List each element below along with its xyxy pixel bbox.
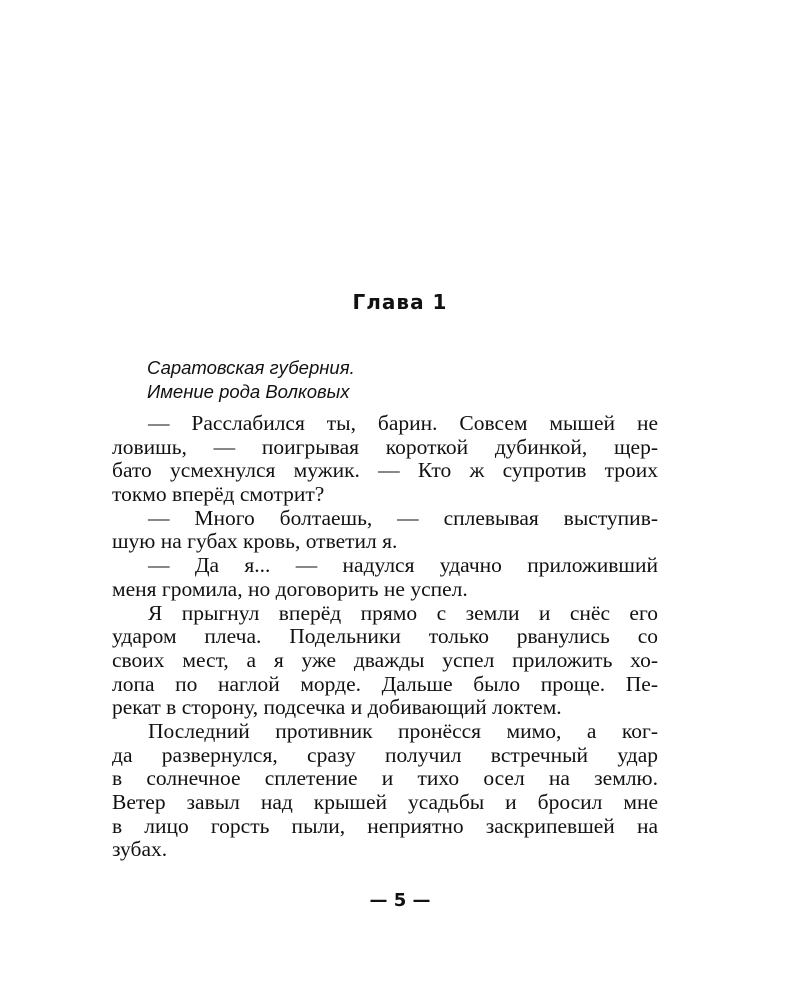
text-line: своих мест, а я уже дважды успел приложить хо-	[112, 647, 658, 672]
location-line-2: Имение рода Волковых	[147, 381, 350, 402]
page-number: — 5 —	[369, 890, 431, 911]
text-line: шую на губах кровь, ответил я.	[112, 529, 398, 554]
text-line: зубах.	[112, 837, 168, 862]
text-line: лопа по наглой морде. Дальше было проще. Пе-	[112, 671, 658, 696]
text-line: Последний противник пронёсся мимо, а ког-	[148, 718, 658, 743]
text-line: рекат в сторону, подсечка и добивающий локтем.	[112, 695, 562, 720]
text-line: в лицо горсть пыли, неприятно заскрипевшей на	[112, 813, 658, 838]
text-line: токмо вперёд смотрит?	[112, 482, 325, 507]
text-line: Ветер завыл над крышей усадьбы и бросил мне	[112, 790, 658, 814]
text-line: ударом плеча. Подельники только рванулись со	[112, 624, 658, 649]
text-line: бато усмехнулся мужик. — Кто ж супротив троих	[112, 458, 658, 483]
body-text	[112, 412, 658, 862]
text-line: — Много болтаешь, — сплевывая выступив-	[148, 505, 658, 530]
location-heading	[147, 356, 355, 404]
text-line: — Да я... — надулся удачно приложивший	[148, 553, 658, 578]
text-line: да развернулся, сразу получил встречный удар	[112, 742, 658, 767]
text-line: Я прыгнул вперёд прямо с земли и снёс его	[148, 600, 658, 625]
location-line-1: Саратовская губерния.	[147, 357, 355, 378]
text-line: ловишь, — поигрывая короткой дубинкой, щер-	[112, 434, 658, 459]
text-line: — Расслабился ты, барин. Совсем мышей не	[148, 411, 658, 435]
text-line: меня громила, но договорить не успел.	[112, 576, 468, 601]
chapter-title: Глава 1	[352, 290, 448, 314]
text-line: в солнечное сплетение и тихо осел на землю.	[112, 766, 658, 791]
